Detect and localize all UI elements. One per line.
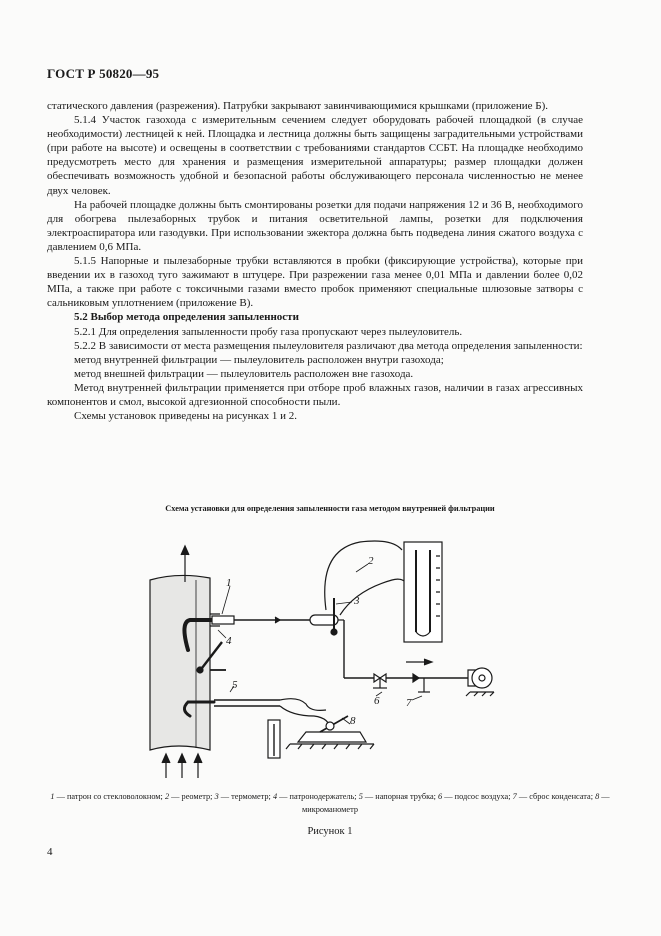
label-8: 8	[350, 715, 356, 727]
legend-text-5: — напорная трубка;	[362, 792, 439, 801]
legend-num-1: 1	[50, 792, 55, 801]
paragraph: 5.1.4 Участок газохода с измерительным сечением следует оборудовать рабочей площадкой (в случае необходимости) лестницей к ней. Площадка и лестница должны быть защищены заградительными устройствами (при работе на высоте) и освещены в соответствии с требованиями стандартов ССБТ. На площадке необходимо предусмотреть место для хранения и размещения измерительной аппаратуры; размер площадки должен обеспечивать возможность удобной и безопасной работы обслуживающего персонала численностью не менее двух человек.	[47, 114, 583, 197]
legend-text-4: — патронодержатель;	[277, 792, 359, 801]
rheometer-inlet-tube	[325, 541, 402, 610]
paragraph: На рабочей площадке должны быть смонтированы розетки для подачи напряжения 12 и 36 В, необходимого для обогрева пылезаборных трубок и питания осветительной лампы, розетки для подключения электроаспиратора или газодувки. При использовании эжектора должна быть подведена линия сжатого воздуха с давлением 0,6 МПа.	[47, 198, 583, 253]
rheometer-outlet-tube	[340, 579, 410, 615]
paragraph: 5.2.2 В зависимости от места размещения пылеуловителя различают два метода определения запыленности:	[74, 339, 583, 352]
gas-duct	[150, 575, 210, 750]
installation-diagram	[130, 520, 510, 782]
label-2: 2	[368, 555, 374, 567]
label-1: 1	[226, 577, 232, 589]
aspirator-fan	[472, 668, 492, 688]
legend-num-5: 5	[358, 792, 363, 801]
legend-text-1: — патрон со стекловолокном;	[54, 792, 165, 801]
paragraph: 5.2.1 Для определения запыленности пробу газа пропускают через пылеуловитель.	[74, 325, 463, 338]
paragraph: метод внутренней фильтрации — пылеуловитель расположен внутри газохода;	[74, 353, 444, 366]
label-5: 5	[232, 679, 238, 691]
figure-legend	[50, 790, 610, 816]
body-text	[47, 99, 583, 423]
label-7: 7	[406, 697, 412, 709]
legend-num-4: 4	[272, 792, 278, 801]
paragraph: статического давления (разрежения). Патрубки закрывают завинчивающимися крышками (приложение Б).	[47, 100, 548, 112]
label-6: 6	[374, 695, 380, 707]
paragraph: метод внешней фильтрации — пылеуловитель расположен вне газохода.	[74, 367, 414, 380]
micromanometer	[298, 732, 366, 742]
legend-text-3: — термометр;	[218, 792, 273, 801]
label-4: 4	[226, 635, 232, 647]
paragraph: 5.1.5 Напорные и пылезаборные трубки вставляются в пробки (фиксирующие устройства), которые при введении их в газоход туго зажимают в штуцере. При разрежении газа менее 0,01 МПа и давлении более 0,02 МПа, а также при работе с токсичными газами вместо пробок применяют специальные шлюзовые затворы с сальниковым уплотнением (приложение В).	[47, 255, 583, 310]
label-3: 3	[354, 595, 360, 607]
legend-text-7: — сброс конденсата;	[516, 792, 596, 801]
figure-title: Схема установки для определения запыленности газа методом внутренней фильтрации	[165, 504, 495, 513]
glass-fibre-cartridge	[212, 616, 234, 624]
legend-num-2: 2	[164, 792, 170, 801]
legend-num-8: 8	[595, 792, 600, 801]
section-heading: 5.2 Выбор метода определения запыленности	[74, 311, 299, 324]
legend-num-7: 7	[512, 792, 517, 801]
page-number: 4	[47, 846, 53, 858]
legend-text-2: — реометр;	[169, 792, 215, 801]
document-header: ГОСТ Р 50820—95	[47, 66, 160, 81]
figure-caption: Рисунок 1	[307, 826, 353, 837]
legend-text-6: — подсос воздуха;	[442, 792, 513, 801]
paragraph: Метод внутренней фильтрации применяется при отборе проб влажных газов, наличии в газах агрессивных компонентов и смол, высокой адгезионной способности пыли.	[47, 381, 583, 408]
legend-text-8: — микроманометр	[302, 792, 610, 814]
paragraph: Схемы установок приведены на рисунках 1 и 2.	[74, 410, 297, 423]
legend-num-6: 6	[438, 792, 443, 801]
legend-num-3: 3	[214, 792, 219, 801]
